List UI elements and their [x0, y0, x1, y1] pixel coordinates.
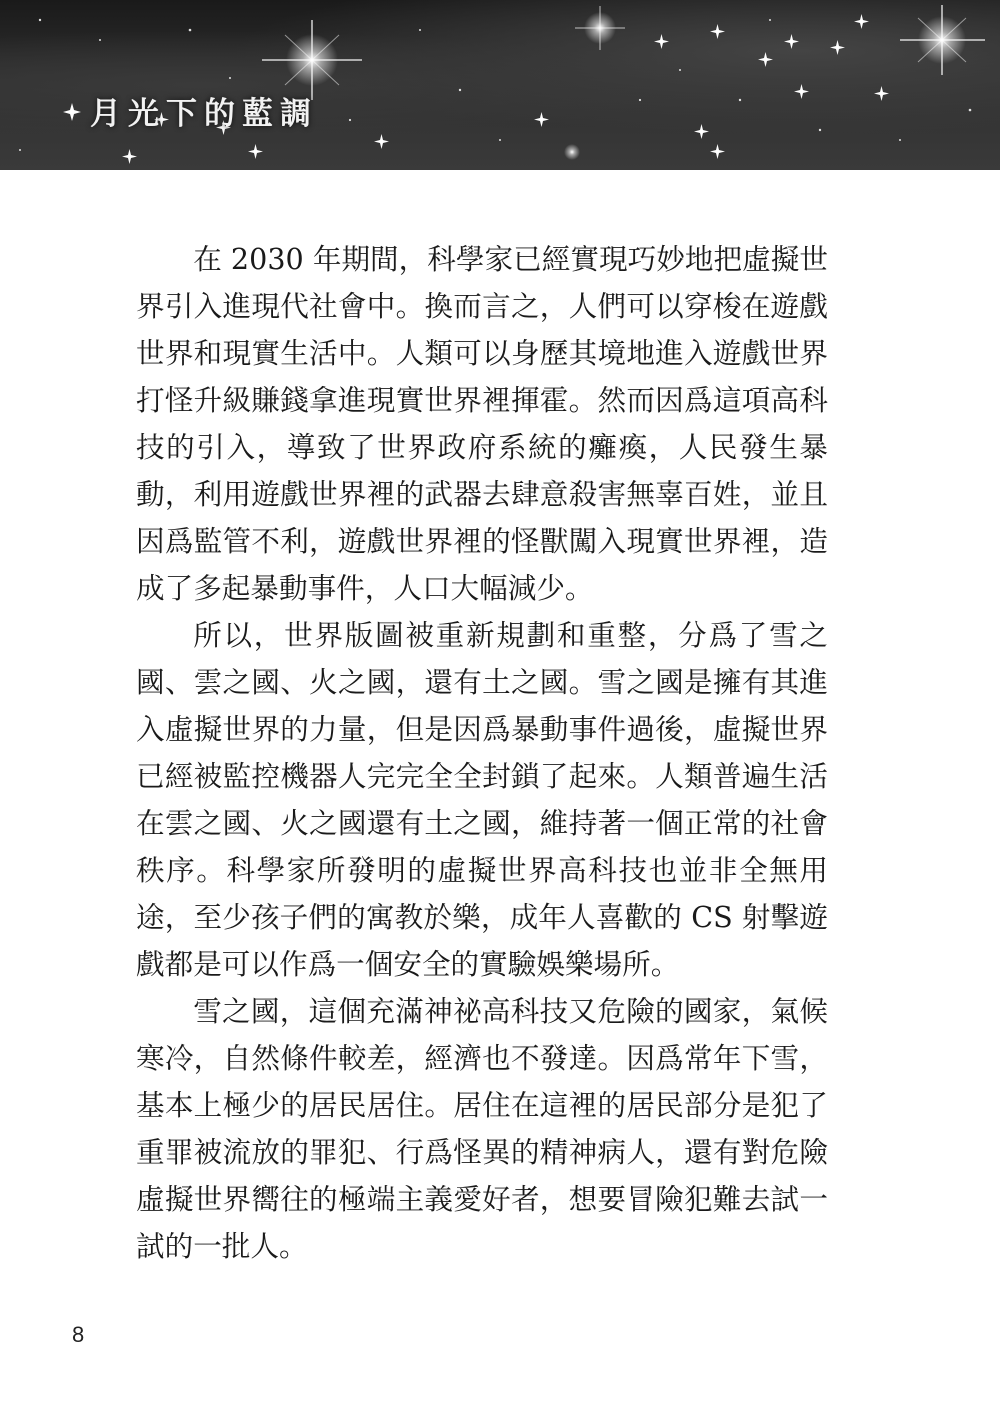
- book-title: 月光下的藍調: [90, 96, 318, 132]
- header-banner: [0, 0, 1000, 170]
- page-number: 8: [72, 1322, 85, 1347]
- paragraph: 雪之國，這個充滿神祕高科技又危險的國家，氣候寒冷，自然條件較差，經濟也不發達。因爲常年下雪，基本上極少的居民居住。居住在這裡的居民部分是犯了重罪被流放的罪犯、行爲怪異的精神病人，還有對危險虛擬世界嚮往的極端主義愛好者，想要冒險犯難去試一試的一批人。: [136, 994, 828, 1263]
- body-text: [136, 236, 828, 1270]
- starfield-decoration: [0, 0, 1000, 170]
- paragraph: 在 2030 年期間，科學家已經實現巧妙地把虛擬世界引入進現代社會中。換而言之，人們可以穿梭在遊戲世界和現實生活中。人類可以身歷其境地進入遊戲世界打怪升級賺錢拿進現實世界裡揮霍。然而因爲這項高科技的引入，導致了世界政府系統的癱瘓，人民發生暴動，利用遊戲世界裡的武器去肆意殺害無辜百姓，並且因爲監管不利，遊戲世界裡的怪獸闖入現實世界裡，造成了多起暴動事件，人口大幅減少。: [136, 242, 828, 605]
- star-icon: [575, 6, 625, 50]
- star-icon: [564, 144, 580, 160]
- star-icon: [900, 5, 985, 75]
- paragraph: 所以，世界版圖被重新規劃和重整，分爲了雪之國、雲之國、火之國，還有土之國。雪之國是擁有其進入虛擬世界的力量，但是因爲暴動事件過後，虛擬世界已經被監控機器人完完全全封鎖了起來。人類普遍生活在雲之國、火之國還有土之國，維持著一個正常的社會秩序。科學家所發明的虛擬世界高科技也並非全無用途，至少孩子們的寓教於樂，成年人喜歡的 CS 射擊遊戲都是可以作爲一個安全的實驗娛樂場所。: [136, 618, 828, 981]
